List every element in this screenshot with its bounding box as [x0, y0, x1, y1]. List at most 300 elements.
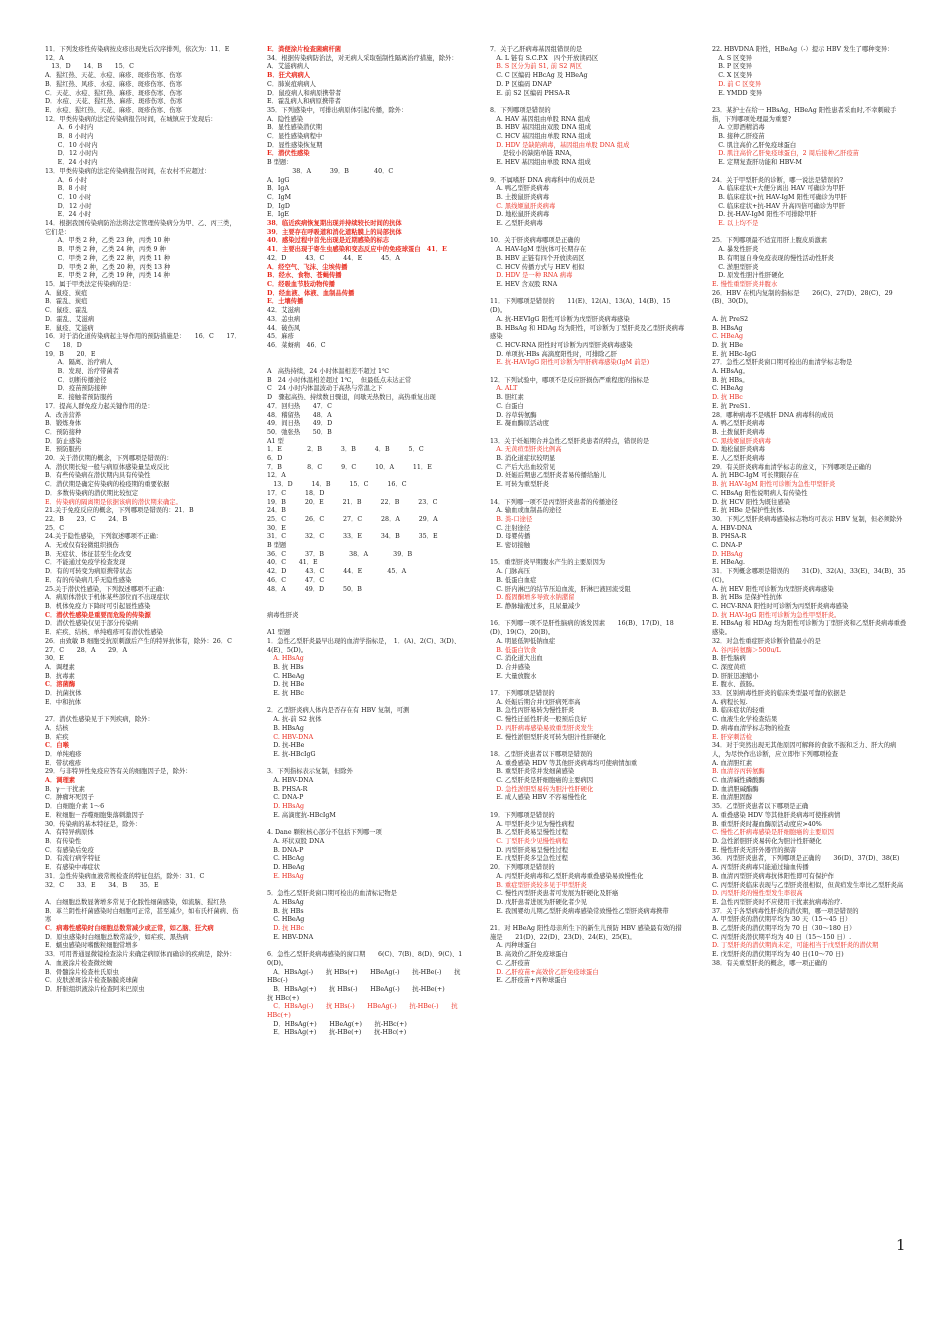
text-line: B．γ－干扰素 — [45, 785, 85, 793]
text-line: D. 抗 HBe — [267, 681, 305, 689]
text-line: A. 甲型肝炎少见为慢性病程 — [490, 820, 575, 828]
answer-line: E．粪便涂片检查菌痢杆菌 — [267, 46, 342, 53]
text-line: 5．急性乙型肝炎窗口期可检出的血清标记物是 — [267, 890, 397, 898]
text-line: 19．下列哪项是错误的 — [490, 811, 555, 819]
text-line — [490, 490, 686, 499]
text-line: 31．C 32．C 33．E 34．B 35．E — [267, 533, 438, 541]
text-line: 12．甲类传染病的法定传染病报告时间，在城镇应于发现后： — [45, 115, 217, 123]
text-line: E. 密切接触 — [490, 542, 531, 550]
text-line: D. 地松鼠肝炎病毒 — [712, 446, 765, 454]
answer-line: D. 急性淤胆型易转为胆汁性肝硬化 — [490, 785, 594, 793]
text-line: A．隐性感染 — [267, 115, 304, 123]
text-line: 17．C 18．D — [267, 489, 325, 497]
text-line: B．疟疾 — [45, 733, 69, 741]
answer-line: E. HBsAg — [267, 872, 304, 880]
answer-line: A. ALT — [490, 385, 518, 393]
text-line: B. 肝性脑病 — [712, 655, 746, 663]
text-line: A. HBsAg — [267, 898, 304, 906]
text-line: B. 胆红素 — [490, 394, 524, 402]
text-line: B. 急性丙肝易转为慢性肝炎 — [490, 707, 575, 715]
text-line: A1 型 — [267, 437, 284, 445]
text-line: B．甲类 2 种，乙类 24 种，丙类 9 种 — [45, 246, 166, 254]
text-line: D．防止感染 — [45, 437, 82, 445]
text-line: 34．根据传染病防治法，对无病人采取强制性隔离治疗措施，除外： — [267, 54, 458, 62]
text-line: B. HBsAg — [267, 724, 304, 732]
answer-line: D．经血液、体液、血制品传播 — [267, 289, 355, 297]
text-line: B. 土拨鼠肝炎病毒 — [712, 428, 765, 436]
text-line: C. 产后大出血较常见 — [490, 463, 556, 471]
text-line: D. P 区编码 DNAP — [490, 80, 552, 88]
text-line: C．10 小时内 — [45, 141, 98, 149]
text-line: A．IgG — [267, 176, 290, 184]
text-line: C. 血液生化学检查结果 — [712, 716, 778, 724]
text-line: B．无症状、体征甚至生化改变 — [45, 550, 132, 558]
text-line: B. 临床症状的轻重 — [712, 707, 765, 715]
text-line: B．IgA — [267, 185, 289, 193]
text-line: 32．对急性重症肝炎诊断价值最小的是 — [712, 637, 821, 645]
text-line: E. 慢性淤胆型肝炎可转为胆汁性肝硬化 — [490, 733, 606, 741]
text-column-2 — [267, 46, 463, 1038]
text-line: B. HBsAg 和 HDAg 均为阳性，可诊断为丁型肝炎及乙型肝炎病毒感染 — [490, 324, 685, 341]
text-line — [712, 307, 908, 316]
text-line: 21．对 HBeAg 阳性母亲所生下的新生儿预防 HBV 感染最有效的措施是 21(D)、22(D)、23(D)、24(E)、25(E)。 — [490, 925, 682, 941]
text-line: E．霍乱病人和病原携带者 — [267, 98, 341, 106]
text-line: A. 丙种球蛋白 — [490, 942, 537, 950]
text-line: C. HBsAg 阳性说明病人有传染性 — [712, 489, 808, 497]
text-line: A. HAV-IgM 型抗体可长期存在 — [490, 246, 587, 254]
text-line: 10．关于肝炎病毒哪项是正确的 — [490, 237, 580, 245]
text-line: 6．D — [267, 455, 283, 463]
text-line — [712, 98, 908, 107]
text-line: A. 暴发性肝炎 — [712, 246, 759, 254]
text-line: E. 抗 HBc-IgG — [712, 350, 757, 358]
text-line: A. 血清胆红素 — [712, 759, 753, 767]
text-line: C．预防接种 — [45, 428, 82, 436]
text-line: D．霍乱、艾滋病 — [45, 315, 95, 323]
text-line: E. 戊型肝炎多呈急性过程 — [490, 855, 568, 863]
text-line — [267, 821, 463, 830]
text-line: 21.关于免疫反应的概念，下列哪项是错误的：21．B — [45, 507, 194, 515]
text-line: D. 丙型肝炎易呈慢性过程 — [490, 846, 569, 854]
text-line: B. 血清丙型肝炎病毒抗体阳性即可有保护作 — [712, 872, 834, 880]
text-line: D．单纯疱疹 — [45, 750, 82, 758]
text-line: D．水痘、天花、猩红热、麻疹、斑疹伤寒、伤寒 — [45, 98, 183, 106]
text-line: B. 抗 HBs 是保护性抗体 — [712, 594, 783, 602]
text-line: C．有感染后免疫 — [45, 846, 94, 854]
text-line: 12．下列试验中，哪项不是反应肝损伤严重程度的指标是 — [490, 376, 650, 384]
answer-line: D. 抗 HBc — [267, 925, 305, 933]
text-line: D. 血清胆碱酯酶 — [712, 785, 759, 793]
text-line: C．肺炭疽病病人 — [267, 80, 316, 88]
answer-line: A. HBsAg — [267, 655, 304, 663]
text-line: A. 抗 PreS2 — [712, 315, 749, 323]
text-line: D. 地松鼠肝炎病毒 — [490, 211, 550, 219]
text-line: D．甲类 2 种，乙类 20 种，丙类 13 种 — [45, 263, 171, 271]
text-line: D. 抗 HBe — [712, 341, 743, 349]
text-line: 30．E — [267, 524, 286, 532]
text-line: B. DNA-P — [267, 846, 304, 854]
text-line: B 24 小时体温相差超过 1℃， 但最低点未达正常 — [267, 376, 412, 384]
text-line: E. 可转为重型肝炎 — [490, 481, 549, 489]
text-line: C 24 小时内体温波动于高热与常温之下 — [267, 385, 383, 393]
answer-line: C．溶菌酶 — [45, 681, 76, 689]
text-line: E. 前 S2 区编码 PHSA-R — [490, 89, 570, 97]
text-line: E. 高滴度抗-HBcIgM — [267, 811, 336, 819]
text-line: C. DNA-P — [267, 794, 304, 802]
text-line: C. C 区编码 HBcAg 及 HBeAg — [490, 72, 588, 80]
text-line: B. 抗 HBs。 — [712, 376, 749, 384]
text-line: 31．急性传染病血液常规检查的特征包括，除外：31．C — [45, 872, 205, 880]
answer-line: C. HBeAg — [712, 333, 744, 341]
text-line: A. 环状双股 DNA — [267, 837, 325, 845]
text-line: D 骤起高热、持续数日骤退，间歇无热数日，高热重复出现 — [267, 394, 436, 402]
answer-line: D. 丙型肝炎的慢性型发生率很高 — [712, 890, 803, 898]
text-line: C．甲类 2 种，乙类 22 种，丙类 11 种 — [45, 254, 171, 262]
answer-line: E．传染病的隔离期是依据该病的潜伏期来确定。 — [45, 498, 182, 506]
answer-line: B. 抗 HAV-IgM 阳性可诊断为急性甲型肝炎 — [712, 481, 836, 489]
text-line — [267, 351, 463, 360]
text-line: 16．下列哪一项不是肝性脑病的诱发因素 16(B)、17(D)、18(D)、19(C)、20(B)。 — [490, 620, 674, 637]
text-line: 29．有关肝炎病毒血清学标志的意义，下列哪项是正确的 — [712, 463, 872, 471]
text-line: D. 肝脏迅速缩小 — [712, 672, 759, 680]
text-line: E. 人乙型肝炎病毒 — [712, 455, 765, 463]
text-line — [267, 620, 463, 629]
text-line: 4. Dane 颗粒核心部分不包括下列哪一项 — [267, 829, 382, 837]
text-line: E. 慢性肝炎无肝外器官的损害 — [712, 846, 797, 854]
text-line: E. HBV-DNA — [267, 933, 314, 941]
text-line: A. HBV-DNA — [712, 524, 752, 532]
text-line — [45, 707, 241, 716]
text-line: 29．与非特异性免疫应答有关的细胞因子是，除外： — [45, 768, 192, 776]
text-line: A. 立即酒精消毒 — [712, 124, 765, 132]
text-line: E．粒细胞－吞噬细胞集落刺激因子 — [45, 811, 145, 819]
text-line: 42．艾滋病 — [267, 307, 301, 315]
text-line — [490, 98, 686, 107]
text-line: 19．B 20．E — [45, 350, 96, 358]
text-line: 36．C 37．B 38．A 39．B — [267, 550, 413, 558]
answer-line: A．经空气、飞沫、尘埃传播 — [267, 263, 348, 271]
text-line: E. 腹水、鼓肠。 — [712, 681, 759, 689]
answer-line: A．调理素 — [45, 777, 76, 785]
text-line: 7．B 8．C 9．C 10．A 11．E — [267, 463, 432, 471]
text-line: B. 乙型肝炎的潜伏期平均为 70 日（30～180 日） — [712, 925, 856, 933]
answer-line: E．潜伏性感染 — [267, 150, 310, 158]
text-line: E．有的传染病几乎无隐性感染 — [45, 576, 132, 584]
text-line: 30．E — [45, 655, 64, 663]
text-line: D．疫苗预防接种 — [45, 385, 107, 393]
text-line: B. 低蛋白血症 — [490, 576, 537, 584]
text-line: D. 原发性胆汁性肝硬化 — [712, 272, 784, 280]
answer-line: C．经吸血节肢动物传播 — [267, 280, 335, 288]
text-line: B. 高效价乙肝免疫球蛋白 — [490, 951, 568, 959]
text-line: C. 注射途径 — [490, 524, 531, 532]
text-line: B．HBsAg(+) 抗 HBs(-) HBeAg(-) 抗-HBe(+) 抗 HBc(+) — [267, 985, 458, 1002]
text-line: 22．B 23．C 24．B — [45, 515, 128, 523]
text-line: 43．恙虫病 — [267, 315, 301, 323]
text-line: C．不能通过免疫学检查发现 — [45, 559, 126, 567]
answer-line: D. HDV 是一种 RNA 病毒 — [490, 272, 573, 280]
text-line: A. L 链有 S.C.P.X 四个开放读码区 — [490, 54, 599, 62]
text-line: 27．潜伏性感染见于下列疾病，除外： — [45, 716, 154, 724]
text-line: B．显性感染潜伏期 — [267, 124, 323, 132]
text-line: 11．下列哪项是错误的 11(E)、12(A)、13(A)、14(B)、15(D)。 — [490, 298, 671, 315]
text-line: E. HEV 含双股 RNA — [490, 280, 558, 288]
answer-line: C. 慢性乙肝病毒感染是肝细胞癌的主要原因 — [712, 829, 834, 837]
text-line: D. 谷草转氨酶 — [490, 411, 537, 419]
text-line: C．切断传播途径 — [45, 376, 107, 384]
answer-line: D. 抗 HBc — [712, 394, 743, 402]
text-line: B．锻炼身体 — [45, 420, 82, 428]
text-line: 病毒性肝炎 — [267, 611, 299, 619]
text-line: 38．有关重型肝炎的概念，哪一项正确的 — [712, 959, 828, 967]
text-line: D．HBsAg(+) HBeAg(+) 抗-HBc(+) — [267, 1020, 407, 1028]
text-line: E．24 小时 — [45, 211, 92, 219]
text-line: A．潜伏期长短一般与病原体感染量呈成反比 — [45, 463, 170, 471]
text-line: 40．C 41．E — [267, 559, 318, 567]
text-line: 33．区别病毒性肝炎的临床类型最可靠的依据是 — [712, 690, 846, 698]
text-line: A. 临床症状+大便分离出 HAV 可确诊为甲肝 — [712, 185, 845, 193]
text-line: C. 血清碱性磷酸酶 — [712, 777, 765, 785]
text-line: A. 甲型肝炎的潜伏期平均为 30 天（15～45 日） — [712, 916, 852, 924]
text-line: D. 抗 HCV 阳性为既往感染 — [712, 498, 791, 506]
text-line: 1．E 2．B 3．B 4．B 5．C — [267, 446, 424, 454]
text-line: E. 乙肝疫苗+丙种球蛋白 — [490, 977, 567, 985]
text-line: 25．C — [45, 524, 65, 532]
text-line: B. 抗 HBs — [267, 663, 304, 671]
text-line: A．鼠疫、炭疽 — [45, 289, 88, 297]
text-line: B 型题： — [267, 159, 293, 167]
answer-line: 41．主要出现于寄生虫感染和变态反应中的免疫球蛋白 41．E — [267, 246, 447, 254]
text-line: B. HBV 正链有四个开放读码区 — [490, 254, 585, 262]
answer-line: E．土壤传播 — [267, 298, 304, 306]
text-line: 26．由致敏 B 细胞受抗原刺激后产生的特异抗体有，除外：26．C 27．C 28．A 29．A — [45, 637, 245, 654]
text-line: B．8 小时内 — [45, 133, 94, 141]
text-line — [490, 803, 686, 812]
text-line: C. HBeAg — [267, 672, 305, 680]
text-line: A．艾滋病病人 — [267, 63, 310, 71]
answer-line: B. S 区分为前 S1, 前 S2 两区 — [490, 63, 582, 71]
text-line: A．6 小时内 — [45, 124, 94, 132]
text-line: 48．稽留热 48．A — [267, 411, 332, 419]
text-line: B. PHSA-R — [712, 533, 747, 541]
text-line: 3．下列指标表示复制，但除外 — [267, 768, 353, 776]
text-line: 28．哪种病毒不是嗜肝 DNA 病毒科的成员 — [712, 411, 834, 419]
text-line: 24．B — [267, 507, 286, 515]
text-line: C. 慢性迁延性肝炎一般预后良好 — [490, 716, 587, 724]
text-line: E. 抗 PreS1. — [712, 402, 751, 410]
text-line: E．接触者预防服药 — [45, 394, 113, 402]
text-line: C. HBeAg — [712, 385, 744, 393]
text-line: C. 肌注高价乙肝免疫球蛋白 — [712, 141, 797, 149]
text-line: 11．下列发疹性传染病按皮疹出现先后次序排列，依次为：11．E 12．A — [45, 46, 242, 62]
text-line: 1．急性乙型肝炎最早出现的血清学指标是， 1．(A)、2(C)、3(D)、4(E)、5(D)。 — [267, 637, 461, 654]
text-line: D. 病毒血清学标志物的检查 — [712, 724, 791, 732]
text-line: 30．传染病的基本特征是，除外： — [45, 820, 142, 828]
text-line: E．蠕虫感染时嗜酸粒细胞常增多 — [45, 942, 138, 950]
text-line: C. 丙型肝炎临床表现与乙型肝炎很相似，但黄疸发生率比乙型肝炎高 — [712, 881, 904, 889]
text-line — [490, 681, 686, 690]
text-line: D．IgD — [267, 202, 290, 210]
text-line: B. 乙型肝炎易呈慢性过程 — [490, 829, 568, 837]
text-line: 30．下列乙型肝炎病毒感染标志物均可表示 HBV 复制，但必须除外 — [712, 515, 903, 523]
text-line: B. 消化道症状较明显 — [490, 455, 556, 463]
text-line — [267, 942, 463, 951]
answer-line: E. 肝穿刺活检 — [712, 733, 753, 741]
text-line: E．预防服药 — [45, 446, 82, 454]
answer-line: B. 低蛋白饮食 — [490, 646, 537, 654]
answer-line: D. 丁型肝炎的潜伏期尚未定，可能相当于戊型肝炎的潜伏期 — [712, 942, 879, 950]
text-line: 13．关于妊娠期合并急性乙型肝炎患者的特点，错误的是 — [490, 437, 650, 445]
text-line: C．潜伏期是确定传染病的检疫期的重要依据 — [45, 481, 170, 489]
text-line: A．病原体潜伏于机体某些部位而不出现症状 — [45, 594, 170, 602]
text-line: D. 母婴传播 — [490, 533, 531, 541]
answer-line: D. 醛固酮增多导致水钠潴留 — [490, 594, 575, 602]
text-line: E. YMDD 变异 — [712, 89, 763, 97]
text-line — [490, 742, 686, 751]
text-line: E. HBeAg. — [712, 559, 746, 567]
text-line: 48．A 49．D 50．B — [267, 585, 362, 593]
text-line: 46．菜蚜病 46．C — [267, 341, 326, 349]
text-line: D．原虫感染时白细胞总数常减少，如疟疾、黑热病 — [45, 933, 189, 941]
text-column-4 — [712, 46, 908, 969]
text-line: E．中和抗体 — [45, 698, 82, 706]
text-line: B. 重型肝炎时凝血酶原活动度应>40% — [712, 820, 822, 828]
answer-line: B. 粪-口途径 — [490, 515, 533, 523]
text-line: 25．C 26．C 27．C 28．A 29．A — [267, 515, 438, 523]
text-line: C．鼠疫、霍乱 — [45, 307, 88, 315]
text-line: E．HBsAg(+) 抗-HBe(+) 抗-HBc(+) — [267, 1029, 407, 1037]
answer-line: C. 丁型肝炎少见慢性病程 — [490, 837, 568, 845]
text-line: 26．HBV 在机内复制的指标是 26(C)、27(D)、28(C)、29(B)、30(D)。 — [712, 289, 893, 306]
text-line: 17．下列哪项是错误的 — [490, 690, 555, 698]
answer-line: A. 无黄疸型肝炎比例高 — [490, 446, 562, 454]
text-line: B. 土拨鼠肝炎病毒 — [490, 193, 550, 201]
text-line: D．12 小时内 — [45, 150, 98, 158]
text-line: 12．A — [267, 472, 286, 480]
text-line — [490, 429, 686, 438]
text-line: 44．破伤风 — [267, 324, 301, 332]
text-line: B. 临床症状+抗 HAV-IgM 阳性可确诊为甲肝 — [712, 193, 847, 201]
text-line: 42．D 43．C 44．E 45．A — [267, 254, 400, 262]
text-line: A. 重叠感染 HDV 等其他肝炎病毒均可使病情加重 — [490, 759, 638, 767]
text-line: E. 凝血酶原活动度 — [490, 420, 549, 428]
text-line: E．有感染中毒症状 — [45, 864, 100, 872]
text-line: C．IgM — [267, 193, 292, 201]
text-line: 24.关于隐性感染，下列叙述哪项不正确： — [45, 533, 163, 541]
text-line: A. 抗-HEVIgG 阳性可诊断为戊型肝炎病毒感染 — [490, 315, 630, 323]
text-line: C. HCV-RNA 阳性时可诊断为丙型肝炎病毒感染 — [712, 603, 849, 610]
text-line: 38．A 39．B 40．C — [267, 167, 394, 175]
text-line: C. 白蛋白 — [490, 402, 524, 410]
text-line: 19．B 20．E 21．B 22．B 23．C — [267, 498, 438, 506]
text-line — [267, 359, 463, 368]
text-line — [490, 368, 686, 377]
text-line: E．鼠疫、艾滋病 — [45, 324, 94, 332]
text-line: 15．属于甲类法定传染病的是： — [45, 280, 135, 288]
text-line: C. 淤胆型肝炎 — [712, 263, 759, 271]
text-line: D．白细胞介素 1～6 — [45, 803, 105, 811]
text-line: D. HBeAg — [267, 864, 305, 872]
text-line: A．HBsAg(-) 抗 HBs(+) HBeAg(-) 抗-HBe(-) 抗 HBc(-) — [267, 968, 463, 985]
text-line: B．骨髓涂片检查杜氏原虫 — [45, 968, 119, 976]
text-line: E．24 小时内 — [45, 159, 98, 167]
text-line: E. 抗 HBe 是保护性抗体. — [712, 507, 785, 515]
text-line: 35．下列感染中，可排出病原体引起传播，除外： — [267, 106, 408, 114]
text-line: E. 血清胆固醇 — [712, 794, 753, 802]
answer-line: D. 乙肝疫苗+高效价乙肝免疫球蛋白 — [490, 968, 599, 976]
text-line: 33．可用普通显微镜检查涂片来确定病原体而确诊的疾病是，除外： — [45, 951, 236, 959]
answer-line: D. HDV 是缺陷病毒，基因组由单股 DNA 组成 — [490, 141, 630, 149]
text-line: 是较小的缺陷单链 RNA， — [490, 150, 577, 158]
text-line: C. 乙型肝炎是肝细胞癌的主要病因 — [490, 777, 594, 785]
text-line: C. DNA-P — [712, 542, 743, 550]
text-line: A. 病程长短. — [712, 698, 748, 706]
text-line: A. 鸭乙型肝炎病毒 — [712, 420, 765, 428]
text-line: C. HCV 传播方式与 HEV 相似 — [490, 263, 585, 271]
answer-line: 39．主要存在呼吸道和消化道粘膜上的局部抗体 — [267, 228, 402, 236]
text-line: 13．D 14．B 15．C 16．C — [267, 481, 407, 489]
text-line: B．机体免疫力下降时可引起显性感染 — [45, 603, 151, 610]
text-line: E．带状疱疹 — [45, 759, 82, 767]
answer-line: D. 前 C 区变异 — [712, 80, 762, 88]
text-line: 34．对于突然出现无其他原因可解释的食欲不振和乏力、肝大的病人，为尽快作出诊断，应立即作下列哪项检查 — [712, 742, 897, 758]
text-line: 6．急性乙型肝炎病毒感染的窗口期 6(C)、7(B)、8(D)、9(C)、10(D)。 — [267, 951, 463, 967]
text-line: 27．急性乙型肝炎窗口期可检出的血清学标志物是 — [712, 359, 853, 367]
page-number: 1 — [896, 1236, 906, 1254]
text-line: A．隔离、治疗病人 — [45, 359, 113, 367]
answer-line: E. 慢性重型肝炎并腹水 — [712, 280, 778, 288]
text-line: 42．D 43．C 44．E 45．A — [267, 568, 407, 576]
text-line: B．猩红热、风疹、水痘、麻疹、斑疹伤寒、伤寒 — [45, 80, 182, 88]
text-line — [490, 916, 686, 925]
text-line: D．有的可转变为病原携带状态 — [45, 568, 132, 576]
text-line: C．肿瘤坏死因子 — [45, 794, 94, 802]
text-line: B. 有明显自身免疫表现的慢性活动性肝炎 — [712, 254, 834, 262]
text-line: D．鼠疫病人和病原携带者 — [267, 89, 342, 97]
text-line: 22. HBVDNA 阳性，HBeAg（-）提示 HBV 发生了哪种变异： — [712, 46, 894, 53]
answer-line: A. 谷丙转氨酶＞500u/L — [712, 646, 781, 654]
text-line: A. 鸭乙型肝炎病毒 — [490, 185, 549, 193]
text-column-1 — [45, 46, 245, 995]
text-line: B．8 小时 — [45, 185, 88, 193]
text-line: E. 静脉输液过多，且尿量减少 — [490, 603, 581, 610]
text-line: B．发现、治疗带菌者 — [45, 368, 119, 376]
answer-line: D. HBsAg — [712, 550, 743, 558]
answer-line: B．狂犬病病人 — [267, 72, 311, 80]
text-line: A．6 小时 — [45, 176, 88, 184]
text-line: 17．提高人群免疫力起关键作用的是： — [45, 402, 154, 410]
text-line: E．水痘、猩红热、天花、麻疹、斑疹伤寒、伤寒 — [45, 106, 182, 114]
text-column-3 — [490, 46, 686, 986]
text-line: A．血液涂片检查微丝蚴 — [45, 959, 113, 967]
text-line: 45．麻疹 — [267, 333, 294, 341]
text-line: A. HAV 基因组由单股 RNA 组成 — [490, 115, 591, 123]
text-line: E. 我国婴幼儿期乙型肝炎病毒感染常致慢性乙型肝炎病毒携带 — [490, 907, 669, 915]
text-line: 46．C 47．C — [267, 576, 325, 584]
text-line: 14．根据我国传染病防治法将法定管理传染病分为甲、乙、丙三类，它们是： — [45, 220, 236, 236]
answer-line: C．HBsAg(-) 抗 HBs(-) HBeAg(-) 抗-HBe(-) 抗 HBc(+) — [267, 1003, 460, 1020]
text-line: E. 急性丙型肝炎时不应使用干扰素抗病毒治疗. — [712, 898, 843, 906]
text-line: 50．弛张热 50．B — [267, 428, 332, 436]
text-line: A. S 区变异 — [712, 54, 753, 62]
text-line: D. 单项抗-HBs 高滴度阳性时，可排除乙肝 — [490, 350, 618, 358]
text-line: C. HBeAg — [267, 916, 305, 924]
text-line: E. HEV 基因组由单股 RNA 组成 — [490, 159, 591, 167]
text-line: 20．关于潜伏期的概念，下列哪项是错误的： — [45, 455, 173, 463]
text-line: 2．乙型肝炎病人体内是否存在有 HBV 复制，可测 — [267, 707, 410, 715]
text-line: 36．丙型肝炎患者，下列哪项是正确的 36(D)、37(D)、38(E) — [712, 855, 900, 863]
text-line — [490, 168, 686, 177]
